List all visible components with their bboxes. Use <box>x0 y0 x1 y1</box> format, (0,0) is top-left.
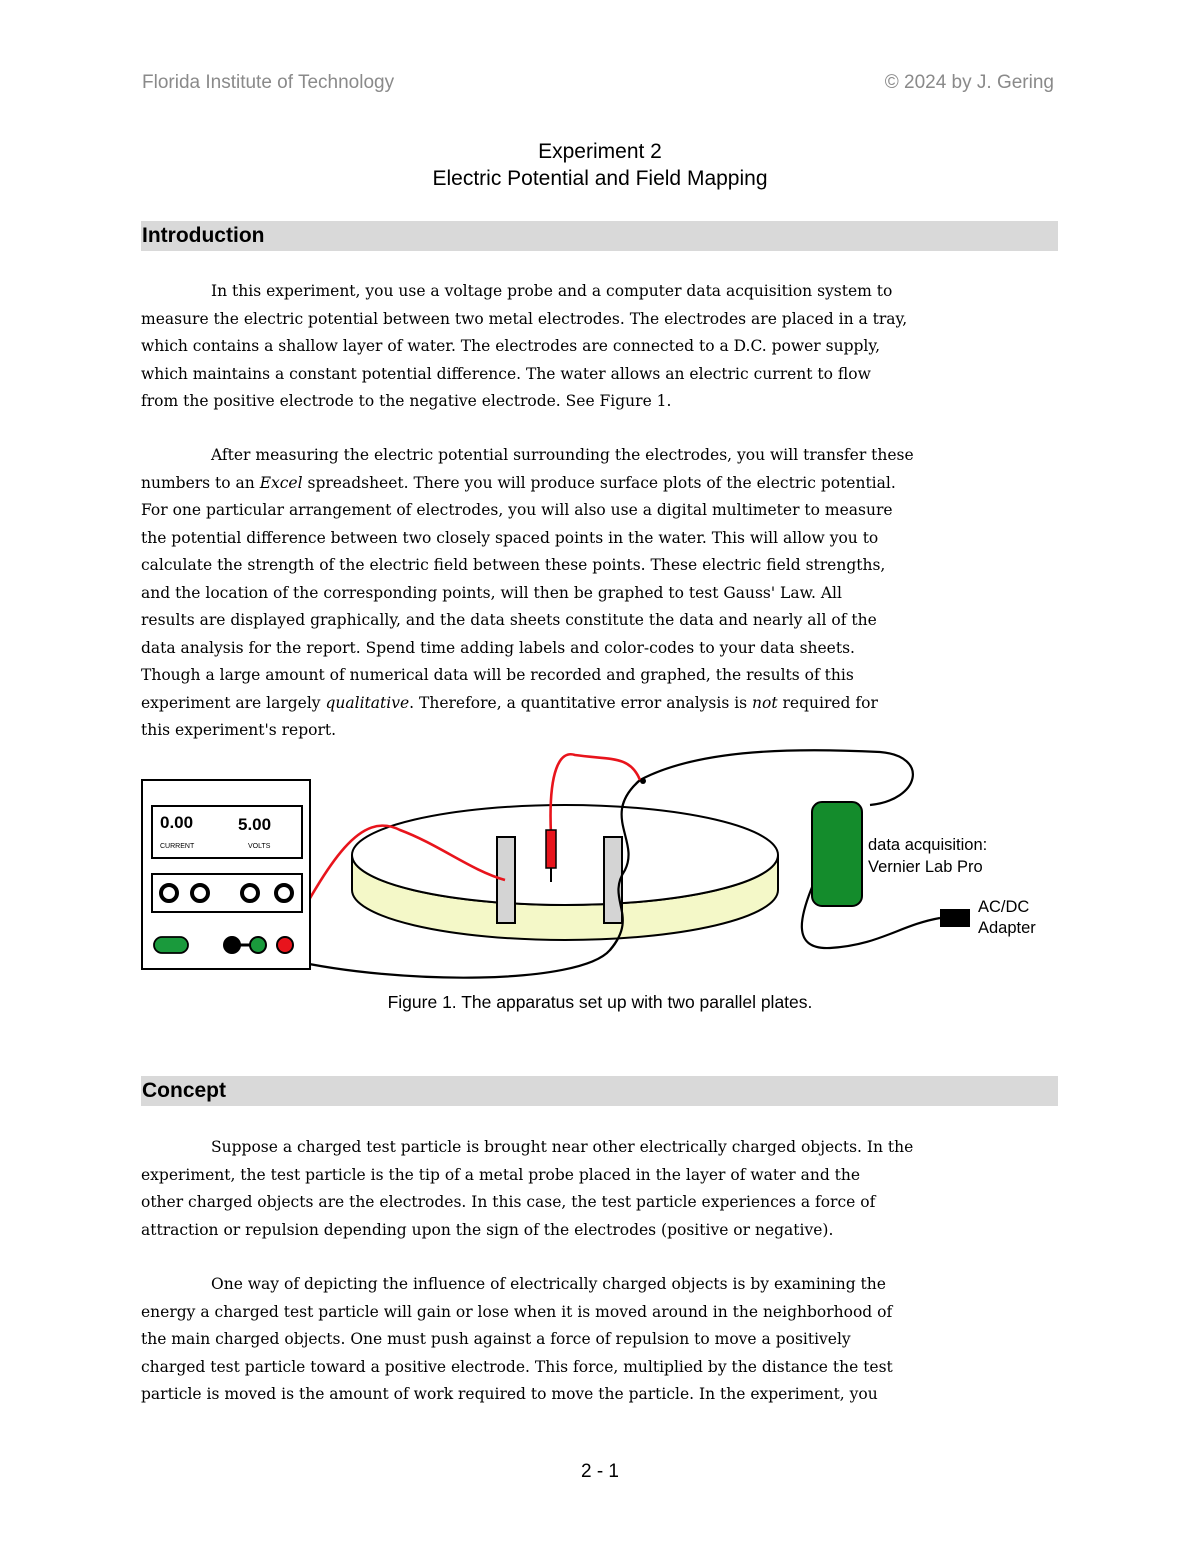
text-run: spreadsheet. There you will produce surface plots of the electric potential. <box>302 473 896 492</box>
paragraph-line: results are displayed graphically, and the data sheets constitute the data and nearly all of the <box>141 611 877 629</box>
ground-terminal <box>250 937 266 953</box>
voltage-probe <box>546 830 556 868</box>
paragraph-line: this experiment's report. <box>141 721 337 739</box>
intro-paragraph-1 <box>141 278 1061 416</box>
paragraph-line: In this experiment, you use a voltage probe and a computer data acquisition system to <box>211 282 893 300</box>
paragraph-line: which contains a shallow layer of water. The electrodes are connected to a D.C. power supply, <box>141 337 880 355</box>
knob <box>161 885 177 901</box>
knob <box>242 885 258 901</box>
positive-terminal <box>277 937 293 953</box>
paragraph-line: Though a large amount of numerical data will be recorded and graphed, the results of this <box>141 666 854 684</box>
concept-paragraph-1 <box>141 1134 1061 1244</box>
figure-caption: Figure 1. The apparatus set up with two parallel plates. <box>387 992 813 1012</box>
volts-readout: 5.00 <box>238 815 272 834</box>
paragraph-line: data analysis for the report. Spend time adding labels and color-codes to your data sheets. <box>141 638 855 657</box>
text-run: required for <box>777 693 878 712</box>
concept-paragraph-2 <box>141 1271 1061 1409</box>
paragraph-line: attraction or repulsion depending upon the sign of the electrodes (positive or negative). <box>141 1220 834 1239</box>
wire-junction <box>640 778 646 784</box>
paragraph-line: energy a charged test particle will gain or lose when it is moved around in the neighborhood of <box>141 1302 893 1321</box>
knob <box>276 885 292 901</box>
vernier-lab-pro <box>812 802 862 906</box>
paragraph-line: the main charged objects. One must push against a force of repulsion to move a positively <box>141 1330 851 1348</box>
daq-label-line1: data acquisition: <box>868 836 988 854</box>
ac-dc-adapter <box>940 909 970 927</box>
paragraph-line <box>141 470 1061 498</box>
paragraph-line: Suppose a charged test particle is brought near other electrically charged objects. In the <box>211 1138 914 1156</box>
power-switch <box>154 937 188 953</box>
electrode-plate-left <box>497 837 515 923</box>
knob <box>192 885 208 901</box>
emphasis-qualitative: qualitative <box>325 693 410 712</box>
paragraph-line: from the positive electrode to the negative electrode. See Figure 1. <box>141 392 672 410</box>
paragraph-line: One way of depicting the influence of electrically charged objects is by examining the <box>211 1275 886 1293</box>
paragraph-line: charged test particle toward a positive electrode. This force, multiplied by the distance the test <box>141 1357 893 1376</box>
adapter-label-line1: AC/DC <box>978 898 1030 916</box>
paragraph-line: measure the electric potential between two metal electrodes. The electrodes are placed in a tray, <box>141 309 908 328</box>
emphasis-not: not <box>752 693 778 712</box>
experiment-number: Experiment 2 <box>538 140 662 163</box>
paragraph-line: For one particular arrangement of electrodes, you will also use a digital multimeter to measure <box>141 501 893 519</box>
negative-terminal <box>224 937 240 953</box>
volts-label: VOLTS <box>248 843 271 850</box>
paragraph-line: particle is moved is the amount of work required to move the particle. In the experiment, you <box>141 1385 878 1403</box>
section-heading-concept: Concept <box>141 1076 1058 1106</box>
paragraph-line: which maintains a constant potential difference. The water allows an electric current to flow <box>141 364 871 383</box>
paragraph-line: the potential difference between two closely spaced points in the water. This will allow you to <box>141 528 879 547</box>
daq-label-line2: Vernier Lab Pro <box>868 858 983 876</box>
text-run: . Therefore, a quantitative error analysis is <box>409 693 753 712</box>
text-run: experiment are largely <box>141 693 326 712</box>
current-label: CURRENT <box>160 843 195 850</box>
section-heading-introduction: Introduction <box>141 221 1058 251</box>
paragraph-line: other charged objects are the electrodes. In this case, the test particle experiences a force of <box>141 1193 876 1211</box>
intro-paragraph-2 <box>141 442 1061 745</box>
emphasis-excel: Excel <box>259 473 303 492</box>
tray-top <box>352 805 778 905</box>
header-institution: Florida Institute of Technology <box>142 72 395 93</box>
experiment-title: Electric Potential and Field Mapping <box>432 167 768 190</box>
text-run: numbers to an <box>141 473 260 492</box>
paragraph-line: After measuring the electric potential surrounding the electrodes, you will transfer these <box>211 446 914 464</box>
paragraph-line <box>141 690 1061 718</box>
current-readout: 0.00 <box>160 813 194 832</box>
paragraph-line: calculate the strength of the electric field between these points. These electric field strengths, <box>141 556 886 574</box>
paragraph-line: experiment, the test particle is the tip of a metal probe placed in the layer of water and the <box>141 1165 861 1184</box>
header-copyright: © 2024 by J. Gering <box>884 72 1054 93</box>
page-number: 2 - 1 <box>580 1461 620 1482</box>
paragraph-line: and the location of the corresponding points, will then be graphed to test Gauss' Law. All <box>141 583 842 602</box>
apparatus-figure <box>140 748 1060 988</box>
adapter-label-line2: Adapter <box>978 919 1036 937</box>
daq-wire-top <box>640 750 913 805</box>
